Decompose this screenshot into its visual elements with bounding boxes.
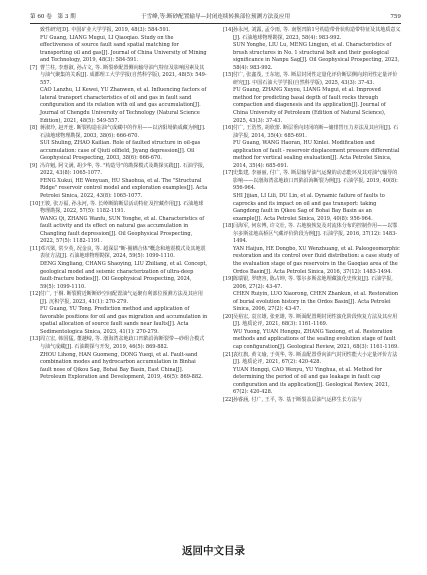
reference-number: [13] (30, 336, 41, 343)
reference-number: [7] (30, 64, 38, 71)
reference-entry (223, 125, 401, 140)
header-volume-issue: 第 60 卷 第 3 期 (30, 14, 76, 20)
reference-entry (30, 27, 208, 35)
reference-entry (30, 125, 208, 140)
reference-number: [15] (223, 72, 234, 79)
reference-text: WU Yuong, YUAN Hongqu, ZHANG Yaxiong, et al. Restoration methods and applications of the sealing evolution stage of fault cap configuration[J]. Geological Review, 2021, 68(3): 1161-1169. (233, 328, 399, 350)
reference-text: 孙睿涵, 付广, 王平, 等. 基于断裂盖层油气运移生长方法与 (233, 396, 362, 403)
reference-number: [11] (30, 245, 41, 252)
reference-entry (223, 329, 401, 352)
reference-text: 冯许魁, 阿文满, 胡少华, 等. "构造导"的勘探模式及勘探实践[J]. 石油学报, 2022, 43(8): 1065-1077. (40, 162, 205, 177)
references-right-column (223, 27, 401, 404)
running-header (30, 12, 401, 22)
reference-text: 史集建, 李丽丽, 付广, 等. 断层输导油气运聚的动态能环及其对油气输导的影响——以渤海湾盆地歧口凹陷沿海断裂为例[J]. 石油学报, 2019, 40(8): 956-964. (233, 170, 398, 192)
reference-number: [20] (223, 313, 234, 320)
reference-text: 陈瑞银, 罗晓容, 陈占坤, 等. 鄂尔多斯盆地埋藏演化史恢复[J]. 石油学报, 2006, 27(2): 43-47. (233, 276, 393, 290)
header-article-title: 于雪峰,等:断砂配置输导—封闭连续转换部位预测方法及应用 (140, 14, 291, 20)
reference-entry (223, 291, 401, 314)
reference-number: [14] (223, 27, 234, 33)
reference-text: ZHOU Lihong, HAN Guomeng, DONG Yueqi, et al. Fault-sand combination modes and hydrocarbon accumulation in Binhai fault nose of Qikou Sag, Bohai Bay Basin, East China[J]. Petroleum Exploration and Development, 2019, 46(5): 869-882. (40, 351, 203, 381)
reference-number: [18] (223, 223, 234, 230)
reference-text: SUI Shuling, ZHAO Kailian. Role of faulted structure in oil-gas accumulation: case of Qiuti oilfield, Jiyang depression[J]. Oil Geophysical Prospecting, 2003, 38(6): 666-670. (40, 140, 201, 162)
reference-text: 邓兴梁, 常少英, 况金良, 等. 超深层"断-圈耦合体"概念和地震模式及其地震表征方法[J]. 石油地球物理勘探, 2024, 59(5): 1099-1110. (40, 245, 206, 260)
reference-text: 孙永河, 刘露, 孟令雨, 等. 南堡凹陷1号构造带骨状构造带特征及其地质意义[J]. 石油地球物理勘探, 2023, 58(4): 983-992. (233, 27, 401, 41)
reference-entry (223, 140, 401, 170)
reference-entry (30, 178, 208, 201)
reference-entry (30, 140, 208, 163)
reference-text: YAN Haijun, HE Dongbo, XU Wenzhuang, et al. Paleogeomorphic restoration and its control over fluid distribution: a case study of the evaluation stage of gas reservoirs in the Gaoqiao area of the Ordos Basin[J]. Acta Petrolei Sinica, 2016, 37(12): 1483-1494. (233, 245, 400, 275)
reference-entry (223, 367, 401, 397)
reference-entry (223, 87, 401, 125)
reference-entry (30, 291, 208, 306)
header-divider (30, 23, 401, 24)
reference-number: [12] (30, 291, 41, 298)
reference-text: 曹兰柱, 李惠淑, 孙占文, 等. 断裂砂配置侧向输导油气特征及影响因素及其与油气聚集的关系[J]. 成都理工大学学报(自然科学版), 2021, 48(5): 549-557. (40, 64, 207, 86)
header-page-number: 759 (390, 14, 401, 20)
reference-text: 付广, 于桐. 断裂附近断断砂空间配置油气运聚有利部位预测方法及其应用[J]. 沉积学报, 2023, 41(1): 270-279. (40, 291, 203, 305)
reference-entry (30, 336, 208, 351)
reference-text: 付广, 王浩然, 胡欣蕾. 断层垂向封闭的断—储排替压力差法及其应用[J]. 石油学报, 2014, 35(4): 685-691. (233, 125, 399, 139)
reference-entry (30, 352, 208, 382)
reference-text: 周立宏, 韩国猛, 董越崎, 等. 渤海湾盆地歧口凹陷沿海断裂带—砂组合模式与油气成藏[J]. 石油勘探与开发, 2019, 46(5): 869-882. (40, 336, 205, 350)
reference-text: 闫海军, 何东博, 许文壮, 等. 古地貌恢复及对流体分布的控制作用——以鄂尔多斯盆地高桥区气藏评价阶段为例[J]. 石油学报, 2016, 37(12): 1483-1494. (233, 223, 398, 245)
reference-text: SHI Jijian, LI Lili, DU Lin, et al. Dynamic failure of faults to caprocks and its impact on oil and gas transport: taking Gangdong fault in Qikou Sag of Bohai Bay Basin as an example[J]. Acta Petrolei Sinica, 2019, 40(8): 956-964. (233, 193, 385, 222)
reference-text: CAO Lanzhu, LI Kewei, YU Zhanwen, et al. Influencing factors of lateral transport characteristics of oil and gas in fault sand configuration and its relation with oil and gas accumulation[J]. Journal of Chengdu University of Technology (Natural Science Edition), 2021, 48(5): 549-557. (40, 87, 207, 124)
reference-number: [10] (30, 200, 41, 207)
reference-entry (30, 65, 208, 88)
reference-entry (30, 201, 208, 216)
reference-entry (223, 223, 401, 246)
reference-text: 蒋淑玲, 赵开连. 断裂构造在油气成藏中的作用——以济阳坳陷成藏为例[J]. 石油地球物理勘探, 2003, 38(6): 666-670. (40, 125, 206, 139)
reference-text: WANG Qi, ZHANG Wanfu, SUN Yonghe, et al. Characteristics of fault activity and its effect on natural gas accumulation in Changling fault depression[J]. Oil Geophysical Prospecting, 2022, 57(5): 1182-1191. (40, 215, 205, 245)
reference-text: FU Guang, WANG Haoran, HU Xinlei. Modification and application of fault - reservoir displacement pressure differential method for vertical sealing evaluation[J]. Acta Petrolei Sinica, 2014, 35(4): 685-691. (233, 140, 400, 169)
reference-number: [19] (223, 276, 234, 283)
reference-number: [21] (223, 351, 234, 358)
reference-text: SUN Yonghe, LIU Lu, MENG Lingjun, et al. Characteristics of brush structures in No. 1 structural belt and their geological significance in Nanpu Sag[J]. Oil Geophysical Prospecting, 2023, 58(4): 983-992. (233, 42, 400, 71)
reference-text: FU Guang, ZHANG Xuyou, LIANG Mugui, et al. Improved method for predicting basal depth of fault rocks through compaction and diagenesis and its application[J]. Journal of China University of Petroleum (Edition of Natural Science), 2025, 43(3): 37-43. (233, 87, 386, 124)
reference-entry (30, 163, 208, 178)
reference-number: [17] (223, 170, 234, 177)
reference-text: FU Guang, LIANG Mugui, LI Qiaoqiao. Study on the effectiveness of source fault sand spatial matching for transporting oil and gas[J]. Journal of China University of Mining and Technology, 2019, 48(3): 584-591. (40, 34, 207, 64)
reference-entry (30, 306, 208, 336)
reference-number: [16] (223, 125, 234, 132)
reference-entry (223, 27, 401, 42)
reference-number: [9] (30, 162, 38, 169)
reference-text: FU Guang, YU Tong. Prediction method and application of favorable positions for oil and gas migration and accumulation in spatial allocation of source fault sands near faults[J]. Acta Sedimentologica Sinica, 2023, 41(1): 270-279. (40, 306, 208, 335)
reference-entry (223, 72, 401, 87)
reference-entry (30, 35, 208, 65)
reference-number: [8] (30, 125, 38, 132)
reference-entry (223, 276, 401, 291)
reference-entry (30, 87, 208, 125)
reference-text: 袁红旗, 黄文瑜, 于英华, 等. 断盖配置垂向油气封闭性能大小定量评价方法[J]. 地质论评, 2021, 67(2): 420-428. (233, 351, 398, 366)
reference-text: CHEN Ruiyin, LUO Xiaorong, CHEN Zhankun, et al. Restoration of burial evolution history in the Ordos Basin[J]. Acta Petrolei Sinica, 2006, 27(2): 43-47. (233, 291, 399, 313)
reference-text: FENG Xukui, HE Wenyuan, HU Shaohua, et al. The "Structural Ridge" reservoir control model and exploration examples[J]. Acta Petrolei Sinica, 2022, 43(8): 1065-1077. (40, 177, 208, 200)
reference-number: [22] (223, 396, 234, 403)
reference-entry (223, 246, 401, 276)
reference-text: YUAN Hongqi, CAO Wenyu, YU Yinghua, et al. Method for determining the period of oil and gas leakage in fault cap configuration and its application[J]. Geological Review, 2021, 67(2): 420-428. (233, 366, 390, 396)
reference-text: 吴裕宏, 袁宣雄, 张亚雄, 等. 断面配置期封闭性演化阶段恢复方法及其应用[J]. 地质论评, 2021, 68(3): 1161-1169. (233, 313, 398, 328)
reference-entry (223, 193, 401, 223)
reference-entry (223, 42, 401, 72)
reference-entry (30, 261, 208, 291)
reference-entry (223, 397, 401, 405)
reference-text: DENG Xingliang, CHANG Shaoying, LIU Zhiliang, et al. Concept, geological model and seismic characterization of ultra-deep fault-fracture bodies[J]. Oil Geophysical Prospecting, 2024, 59(5): 1099-1110. (40, 260, 208, 290)
reference-entry (30, 216, 208, 246)
reference-entry (223, 352, 401, 367)
reference-entry (223, 170, 401, 193)
reference-text: 致性研究[D]. 中国矿业大学学报, 2019, 48(3): 584-591. (40, 27, 171, 33)
back-to-chinese-contents-link[interactable]: 返回中文目录 (182, 545, 245, 557)
reference-text: 付广, 张鑫茂, 王东旭, 等. 断层封闭性定量化评价断层侧向封闭性定量评价研究[J]. 中国石油大学学报(自然科学版), 2025, 43(3): 37-43. (233, 72, 398, 86)
reference-entry (223, 314, 401, 329)
references-left-column (30, 27, 208, 382)
reference-entry (30, 246, 208, 261)
reference-text: 王骏, 张万福, 孙永河, 等. 长岭断陷断层活动特征及控藏作用[J]. 石油地球物理勘探, 2022, 57(5): 1182-1191. (40, 200, 204, 215)
